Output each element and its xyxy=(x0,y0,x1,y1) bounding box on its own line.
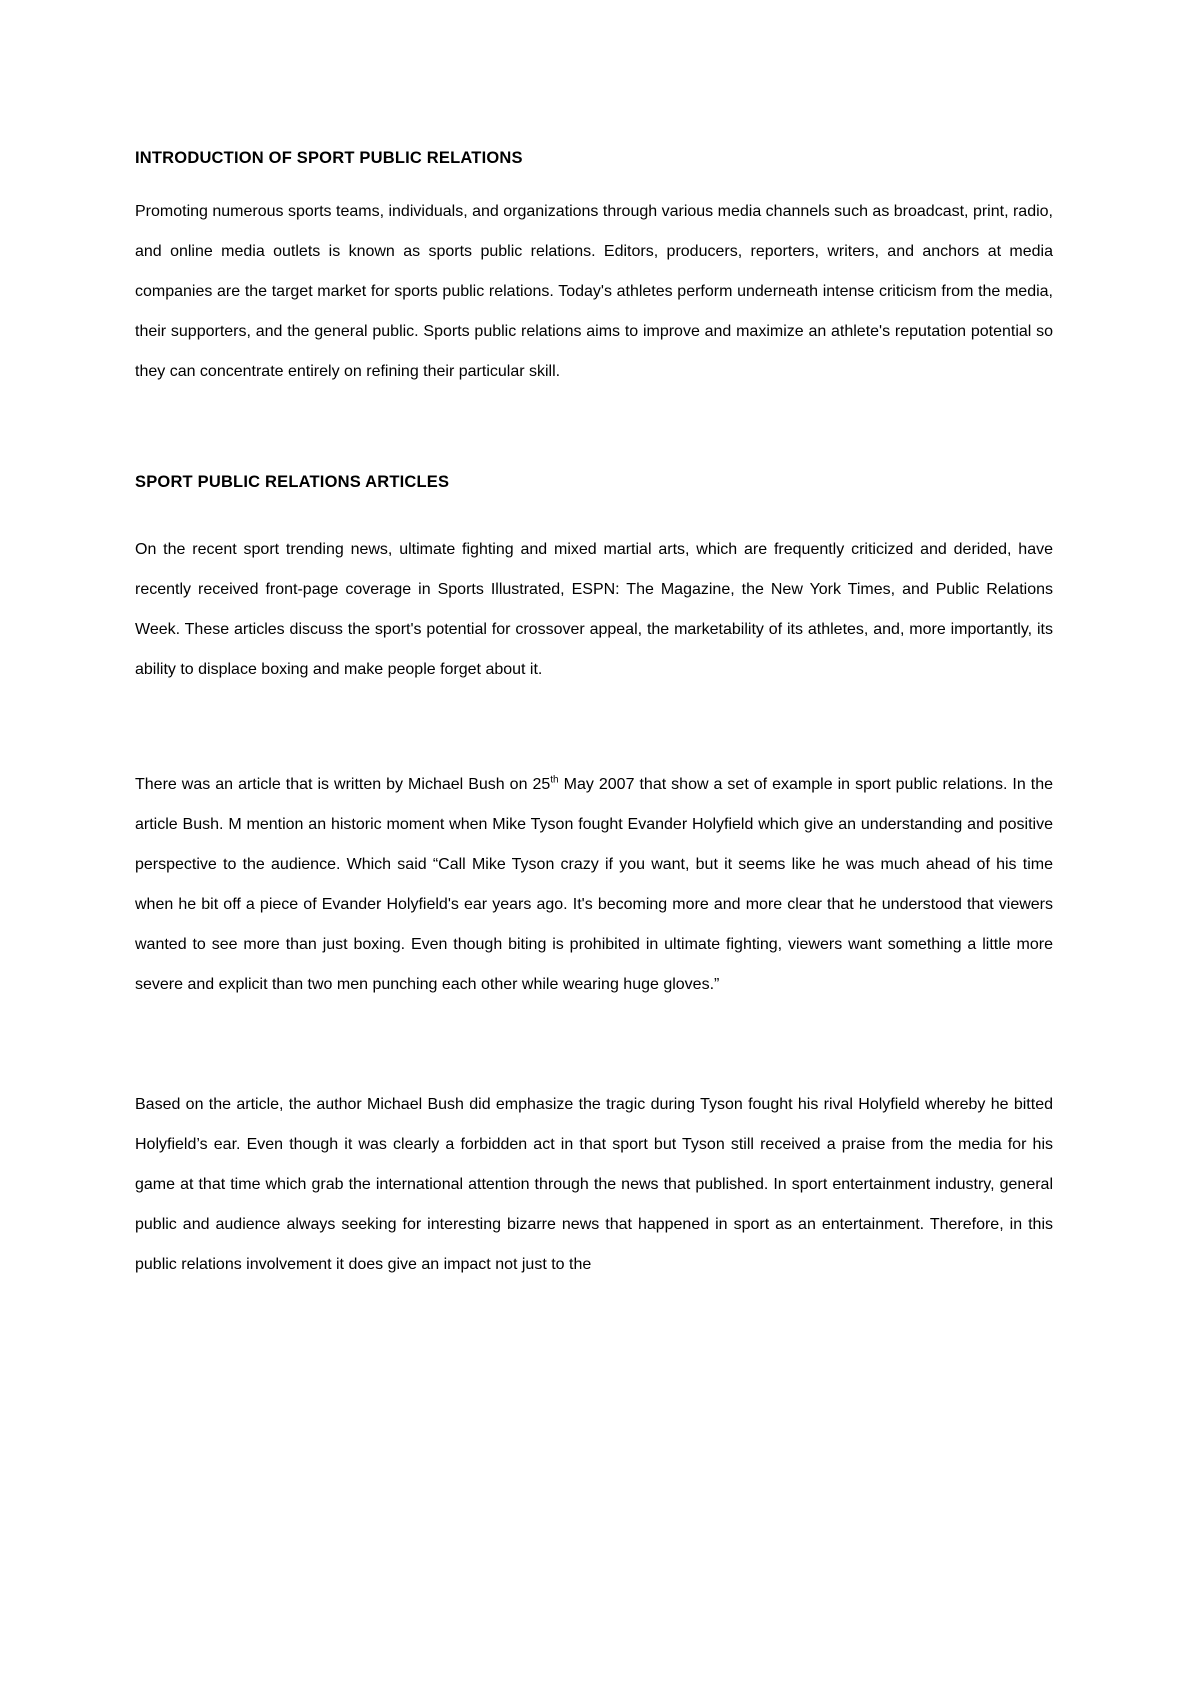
paragraph-introduction: Promoting numerous sports teams, individuals, and organizations through various media channels such as broadcast, print, radio, and online media outlets is known as sports public relations. Editors, producers, reporters, writers, and anchors at media companies are the target market for sports public relations. Today's athletes perform underneath intense criticism from the media, their supporters, and the general public. Sports public relations aims to improve and maximize an athlete's reputation potential so they can concentrate entirely on refining their particular skill. xyxy=(135,203,1053,380)
paragraph-articles: On the recent sport trending news, ultimate fighting and mixed martial arts, which are frequently criticized and derided, have recently received front-page coverage in Sports Illustrated, ESPN: The Magazine, the New York Times, and Public Relations Week. These articles discuss the sport's potential for crossover appeal, the marketability of its athletes, and, more importantly, its ability to displace boxing and make people forget about it. xyxy=(135,541,1053,678)
text-segment-after-superscript: May 2007 that show a set of example in sport public relations. In the article Bush. M mention an historic moment when Mike Tyson fought Evander Holyfield which give an understanding and positive perspective to the audience. Which said “Call Mike Tyson crazy if you want, but it seems like he was much ahead of his time when he bit off a piece of Evander Holyfield's ear years ago. It's becoming more and more clear that he understood that viewers wanted to see more than just boxing. Even though biting is prohibited in ultimate fighting, viewers want something a little more severe and explicit than two men punching each other while wearing huge gloves.” xyxy=(135,776,1053,993)
superscript-ordinal: th xyxy=(550,774,559,786)
paragraph-article-example xyxy=(135,765,1053,1005)
heading-introduction: INTRODUCTION OF SPORT PUBLIC RELATIONS xyxy=(135,149,523,167)
text-segment-before-superscript: There was an article that is written by Michael Bush on 25 xyxy=(135,776,551,793)
heading-articles: SPORT PUBLIC RELATIONS ARTICLES xyxy=(135,473,450,491)
paragraph-based-on-article: Based on the article, the author Michael Bush did emphasize the tragic during Tyson fought his rival Holyfield whereby he bitted Holyfield’s ear. Even though it was clearly a forbidden act in that sport but Tyson still received a praise from the media for his game at that time which grab the international attention through the news that published. In sport entertainment industry, general public and audience always seeking for interesting bizarre news that happened in sport as an entertainment. Therefore, in this public relations involvement it does give an impact not just to the xyxy=(135,1096,1053,1273)
